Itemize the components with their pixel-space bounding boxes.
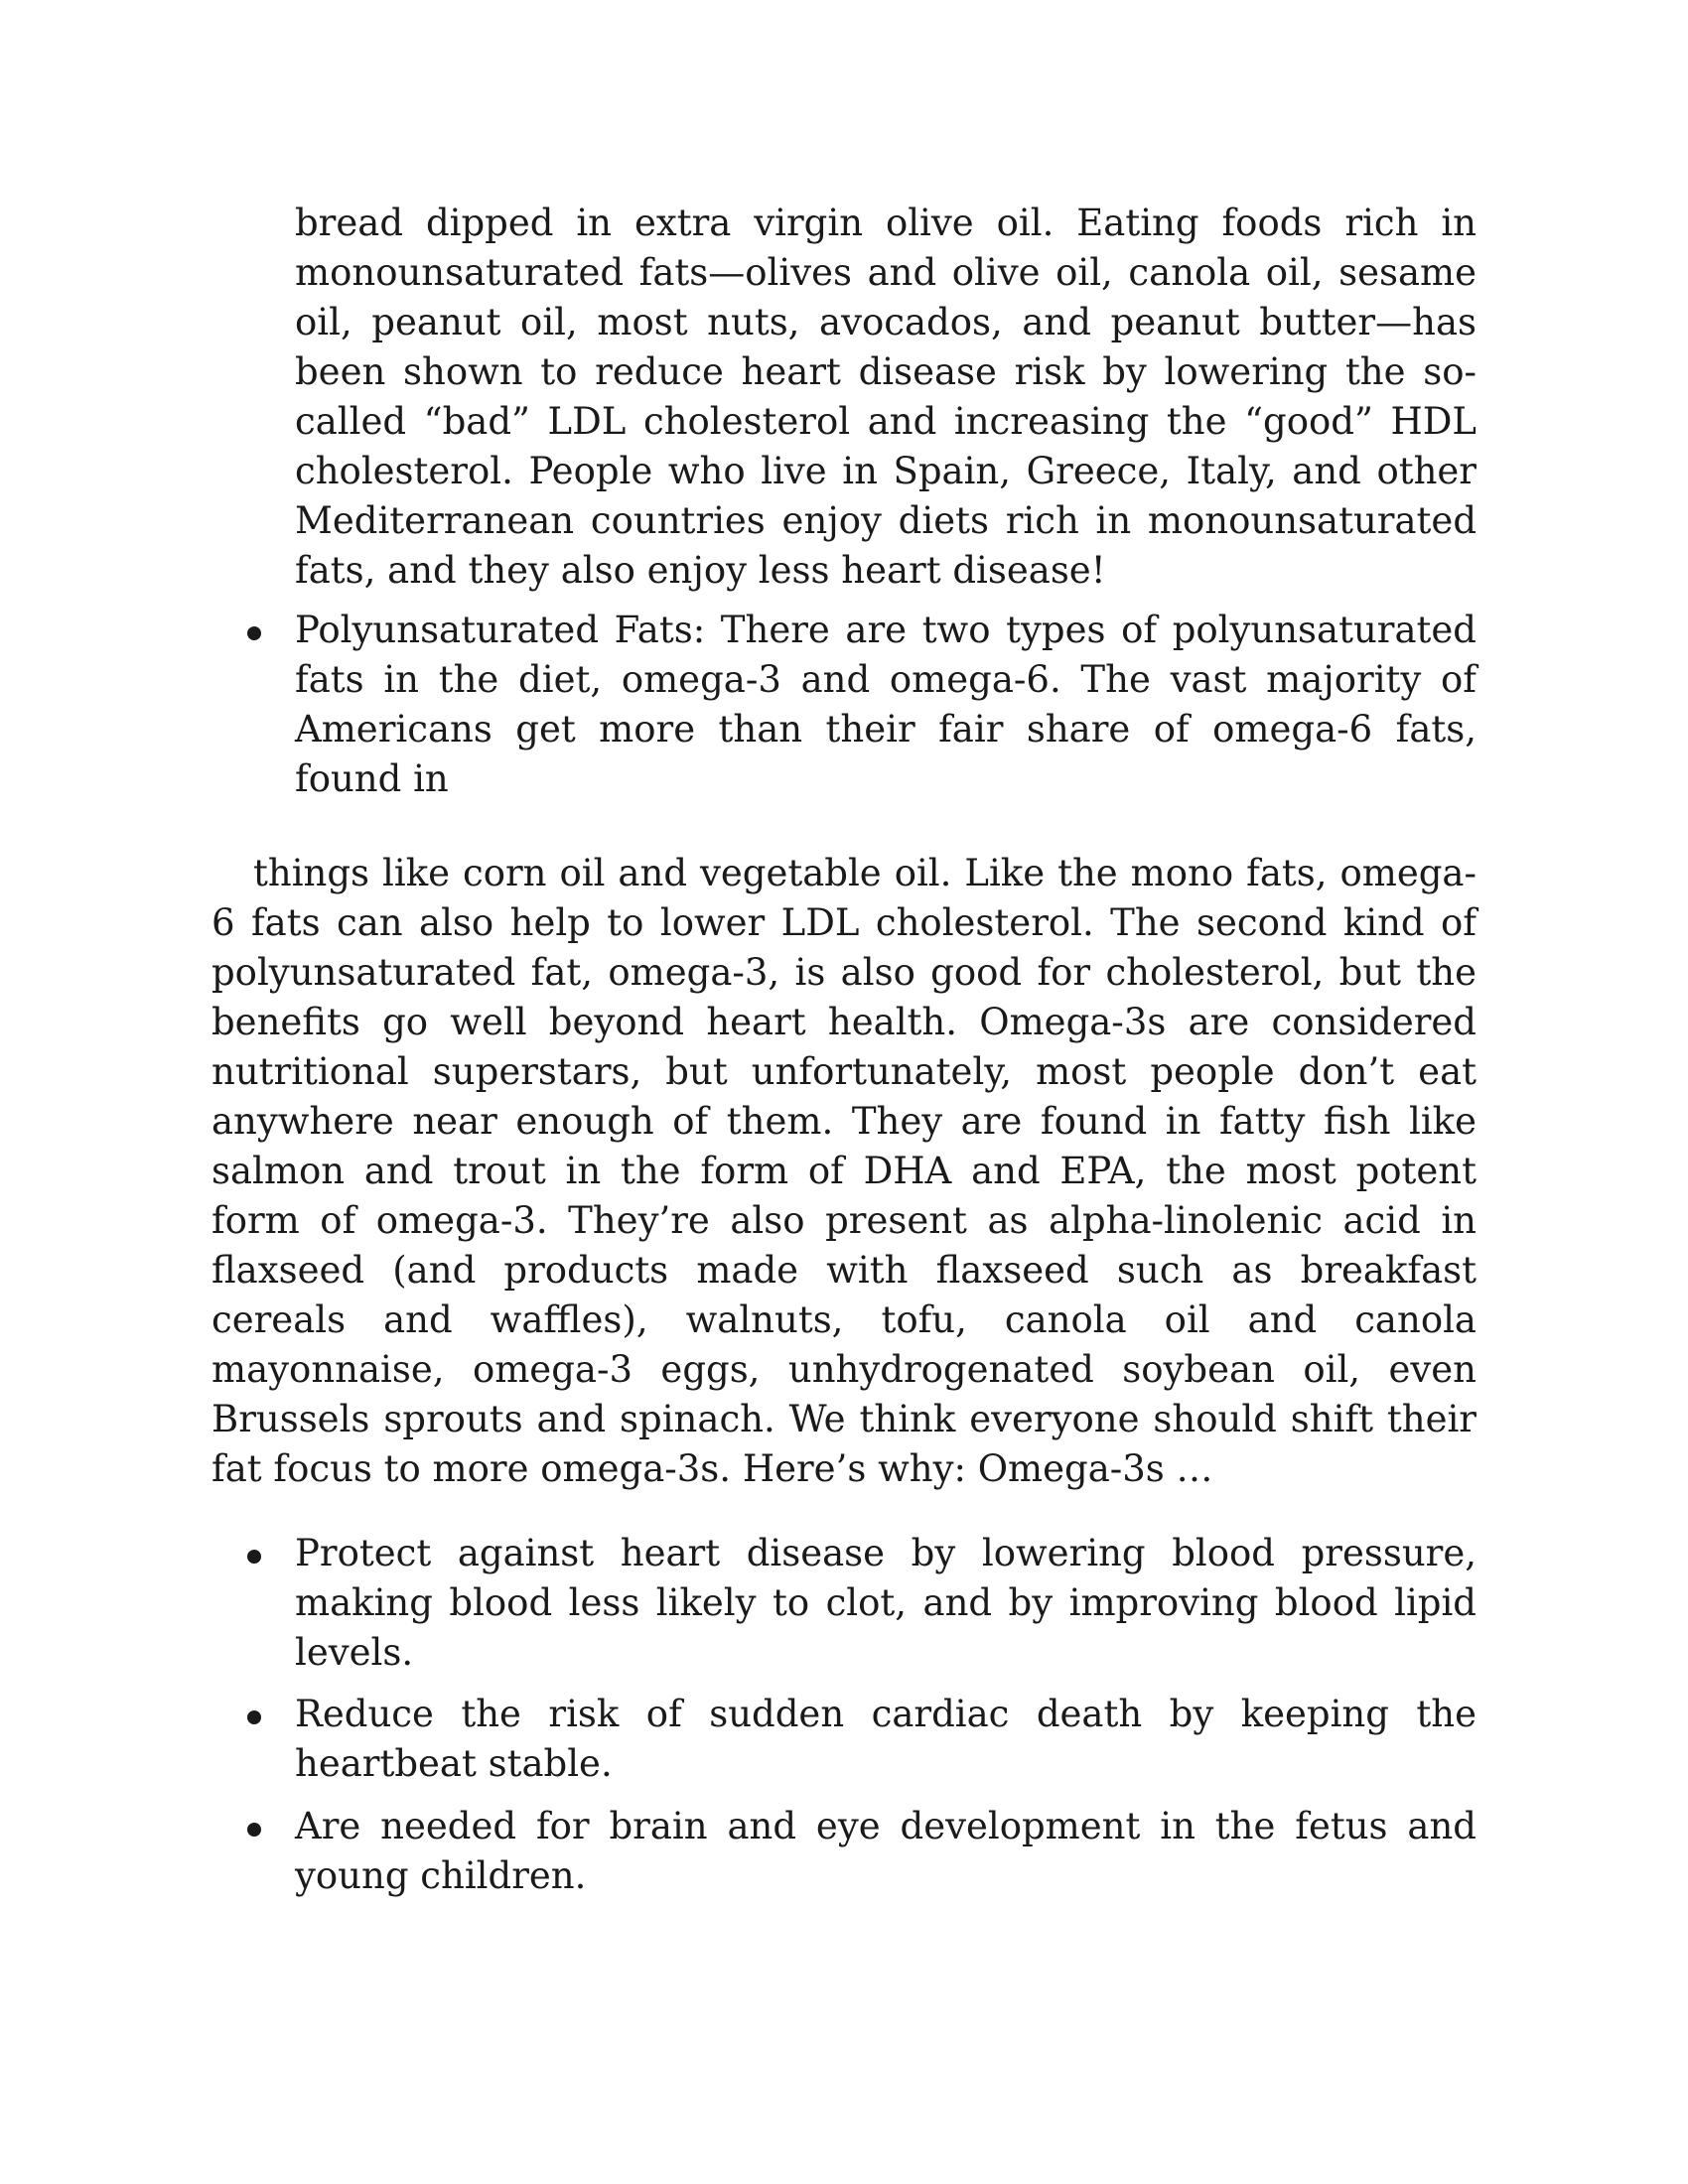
list-item-text: Polyunsaturated Fats: There are two types of polyunsaturated fats in the diet, omega-3 and omega-6. The vast majority of Americans get more than their fair share of omega-6 fats, found in <box>295 609 1477 800</box>
bullet-icon <box>247 1710 261 1724</box>
list-item-text: Are needed for brain and eye development in the fetus and young children. <box>295 1805 1477 1897</box>
continuation-paragraph: bread dipped in extra virgin olive oil. Eating foods rich in monounsaturated fats—olives and olive oil, canola oil, sesame oil, peanut oil, most nuts, avocados, and peanut butter—has been shown to reduce heart disease risk by lowering the so-called “bad” LDL cholesterol and increasing the “good” HDL cholesterol. People who live in Spain, Greece, Italy, and other Mediterranean countries enjoy diets rich in monounsaturated fats, and they also enjoy less heart disease! <box>295 202 1477 592</box>
list-item-polyunsaturated <box>295 606 1477 804</box>
list-item-benefit <box>295 1802 1477 1901</box>
bullet-icon <box>247 626 261 640</box>
list-item-text: Protect against heart disease by lowering blood pressure, making blood less likely to clot, and by improving blood lipid levels. <box>295 1532 1477 1674</box>
list-item-text: Reduce the risk of sudden cardiac death by keeping the heartbeat stable. <box>295 1693 1477 1785</box>
body-paragraph: things like corn oil and vegetable oil. Like the mono fats, omega-6 fats can also help to lower LDL cholesterol. The second kind of polyunsaturated fat, omega-3, is also good for cholesterol, but the benefits go well beyond heart health. Omega-3s are considered nutritional superstars, but unfortunately, most people don’t eat anywhere near enough of them. They are found in fatty fish like salmon and trout in the form of DHA and EPA, the most potent form of omega-3. They’re also present as alpha-linolenic acid in flaxseed (and products made with flaxseed such as breakfast cereals and waffles), walnuts, tofu, canola oil and canola mayonnaise, omega-3 eggs, unhydrogenated soybean oil, even Brussels sprouts and spinach. We think everyone should shift their fat focus to more omega-3s. Here’s why: Omega-3s … <box>211 852 1477 1490</box>
list-item-benefit <box>295 1690 1477 1789</box>
bullet-icon <box>247 1823 261 1837</box>
list-item-benefit <box>295 1529 1477 1678</box>
bullet-icon <box>247 1550 261 1564</box>
